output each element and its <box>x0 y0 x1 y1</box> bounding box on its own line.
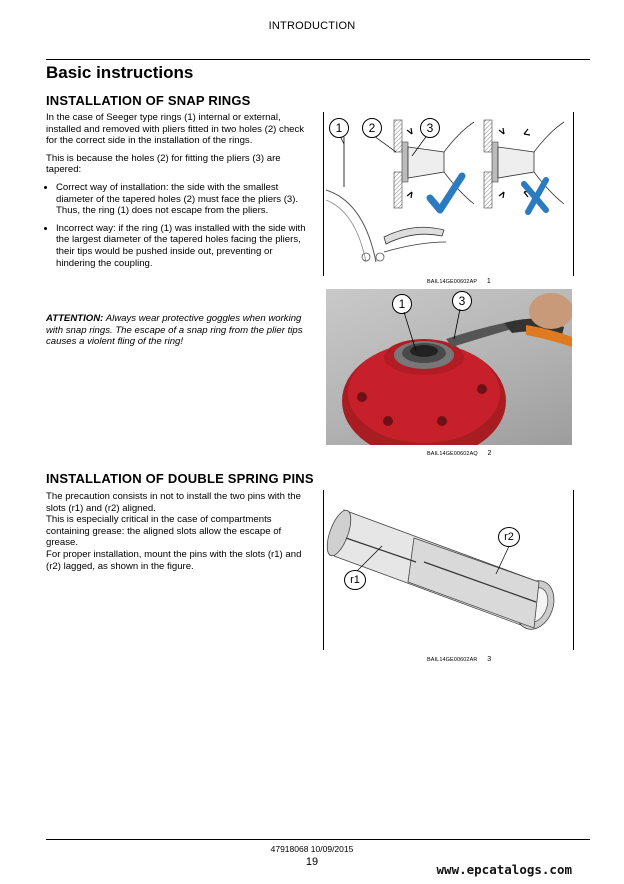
page-number: 19 <box>305 856 319 868</box>
figure-1-code: BAIL14GE00602AP <box>427 279 478 285</box>
figure-3-number: 3 <box>487 656 492 663</box>
snap-para-1: In the case of Seeger type rings (1) internal or external, installed and removed with pliers fitted in two holes (2) check for the correct side in the installation of the rings. <box>46 112 305 147</box>
bullet-correct-text: Correct way of installation: the side with the smallest diameter of the tapered holes (2) must face the pliers (3). <box>56 181 299 205</box>
pin-callout-r2: r2 <box>498 527 520 547</box>
pins-para-2: This is especially critical in the case of compartments containing grease: the aligned slots allow the escape of grease. <box>46 514 282 549</box>
figure-1-number: 1 <box>486 278 491 285</box>
footer-rule <box>46 839 590 840</box>
snap-rings-heading: INSTALLATION OF SNAP RINGS <box>46 93 251 108</box>
footer-doc-code: 47918068 10/09/2015 <box>270 844 354 854</box>
figure-3-code: BAIL14GE00602AR <box>427 657 478 663</box>
callout-3: 3 <box>420 118 440 138</box>
running-header: INTRODUCTION <box>268 20 356 32</box>
snap-bullets <box>46 182 312 269</box>
watermark: www.epcatalogs.com <box>436 862 572 877</box>
callout-1: 1 <box>329 118 349 138</box>
spring-pins-diagram <box>324 490 573 650</box>
header-rule <box>46 59 590 60</box>
page-title: Basic instructions <box>46 63 194 82</box>
attention-label: ATTENTION: <box>46 313 104 324</box>
figure-2-code: BAIL14GE00602AQ <box>427 451 478 457</box>
pins-para-1: The precaution consists in not to install the two pins with the slots (r1) and (r2) aligned. <box>46 491 301 514</box>
bullet-incorrect: • Incorrect way: if the ring (1) was installed with the side with the largest diameter of the tapered holes facing the pliers, their tips would be pushed inside out, preventing or hindering the coupling. <box>56 223 312 269</box>
pin-callout-r1: r1 <box>344 570 366 590</box>
figure-1-frame <box>323 112 574 276</box>
attention-note <box>46 313 314 348</box>
check-mark <box>430 176 462 210</box>
snap-para-2: This is because the holes (2) for fitting the pliers (3) are tapered: <box>46 152 281 176</box>
pins-para-3: For proper installation, mount the pins with the slots (r1) and (r2) lagged, as shown in the figure. <box>46 548 302 572</box>
photo-callout-1: 1 <box>392 294 412 314</box>
snap-rings-text <box>46 112 312 275</box>
figure-3-caption <box>427 656 491 663</box>
photo-callout-3: 3 <box>452 291 472 311</box>
bullet-correct-note: Thus, the ring (1) does not escape from the pliers. <box>56 205 269 217</box>
photo-leaders <box>326 289 572 445</box>
figure-2-photo <box>326 289 572 445</box>
figure-3-frame <box>323 490 574 650</box>
snap-ring-diagram <box>324 112 573 276</box>
spring-pins-text <box>46 491 312 572</box>
figure-1-caption <box>427 278 491 285</box>
callout-2: 2 <box>362 118 382 138</box>
attention-text: Always wear protective goggles when working with snap rings. The escape of a snap ring from the plier tips causes a violent fling of the ring! <box>46 313 303 348</box>
figure-2-number: 2 <box>487 450 492 457</box>
spring-pins-heading: INSTALLATION OF DOUBLE SPRING PINS <box>46 471 314 486</box>
figure-2-caption <box>427 450 492 457</box>
bullet-correct <box>56 182 312 217</box>
